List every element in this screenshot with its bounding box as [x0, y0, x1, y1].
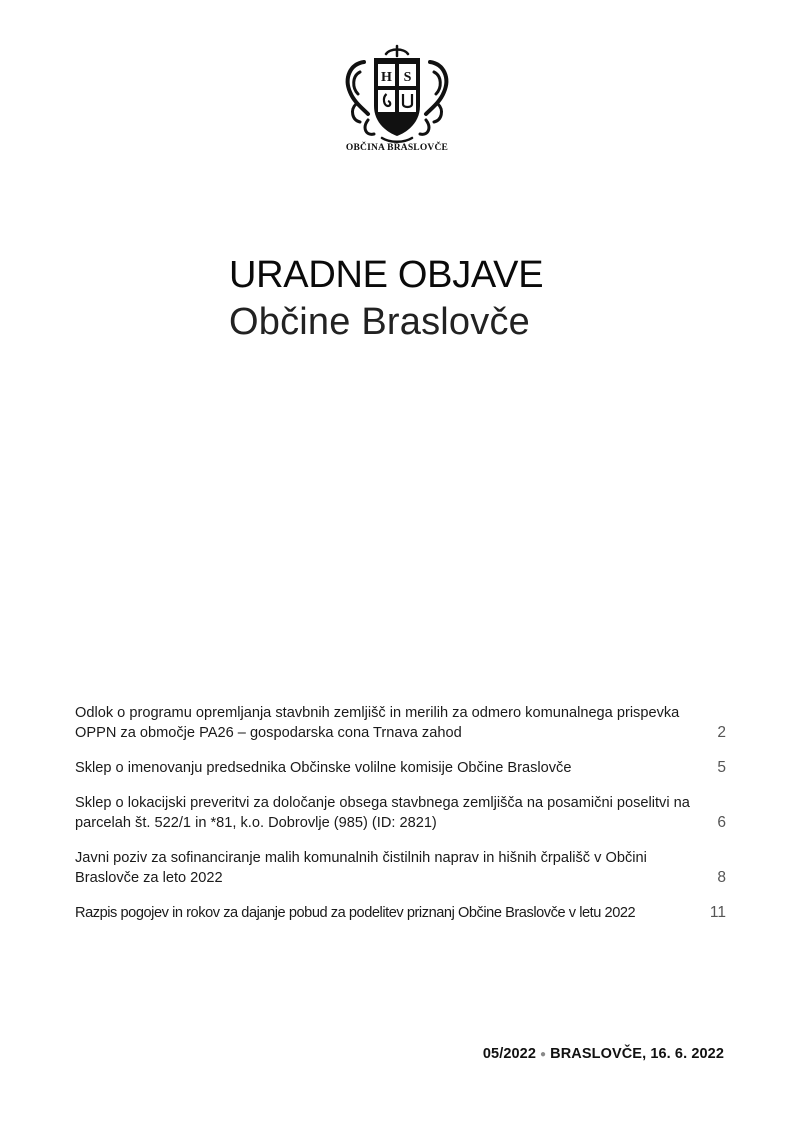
issue-place-date: BRASLOVČE, 16. 6. 2022 — [550, 1046, 724, 1062]
toc-item[interactable] — [75, 793, 728, 833]
issue-number: 05/2022 — [482, 1046, 536, 1062]
page-title: URADNE OBJAVE — [229, 254, 544, 296]
toc-item-page: 8 — [717, 869, 726, 886]
toc-item[interactable] — [75, 903, 728, 923]
table-of-contents — [75, 703, 728, 938]
toc-item-page: 11 — [709, 904, 726, 921]
toc-item[interactable] — [75, 703, 728, 743]
issue-footer — [483, 1046, 724, 1062]
crest-letter-h: H — [381, 70, 392, 85]
toc-item-title: Javni poziv za sofinanciranje malih komunalnih čistilnih naprav in hišnih črpališč v Občini Braslovče za leto 2022 — [75, 850, 647, 886]
separator-dot-icon: ● — [540, 1048, 547, 1060]
toc-item[interactable] — [75, 758, 728, 778]
toc-item-title: Sklep o imenovanju predsednika Občinske volilne komisije Občine Braslovče — [75, 760, 572, 776]
toc-item-title: Sklep o lokacijski preveritvi za določanje obsega stavbnega zemljišča na posamični poselitvi na parcelah št. 522/1 in *81, k.o. Dobrovlje (985) (ID: 2821) — [75, 795, 690, 831]
municipal-crest-logo — [342, 44, 452, 144]
toc-item-page: 6 — [717, 814, 726, 831]
page-subtitle: Občine Braslovče — [229, 301, 531, 343]
crest-letter-s: S — [403, 70, 412, 85]
toc-item[interactable] — [75, 848, 728, 888]
toc-item-title: Razpis pogojev in rokov za dajanje pobud za podelitev priznanj Občine Braslovče v letu 2022 — [75, 905, 636, 921]
toc-item-title: Odlok o programu opremljanja stavbnih zemljišč in merilih za odmero komunalnega prispevka OPPN za območje PA26 – gospodarska cona Trnava zahod — [75, 705, 680, 741]
toc-item-page: 5 — [717, 759, 726, 776]
toc-item-page: 2 — [717, 724, 726, 741]
crest-label: OBČINA BRASLOVČE — [345, 143, 449, 153]
